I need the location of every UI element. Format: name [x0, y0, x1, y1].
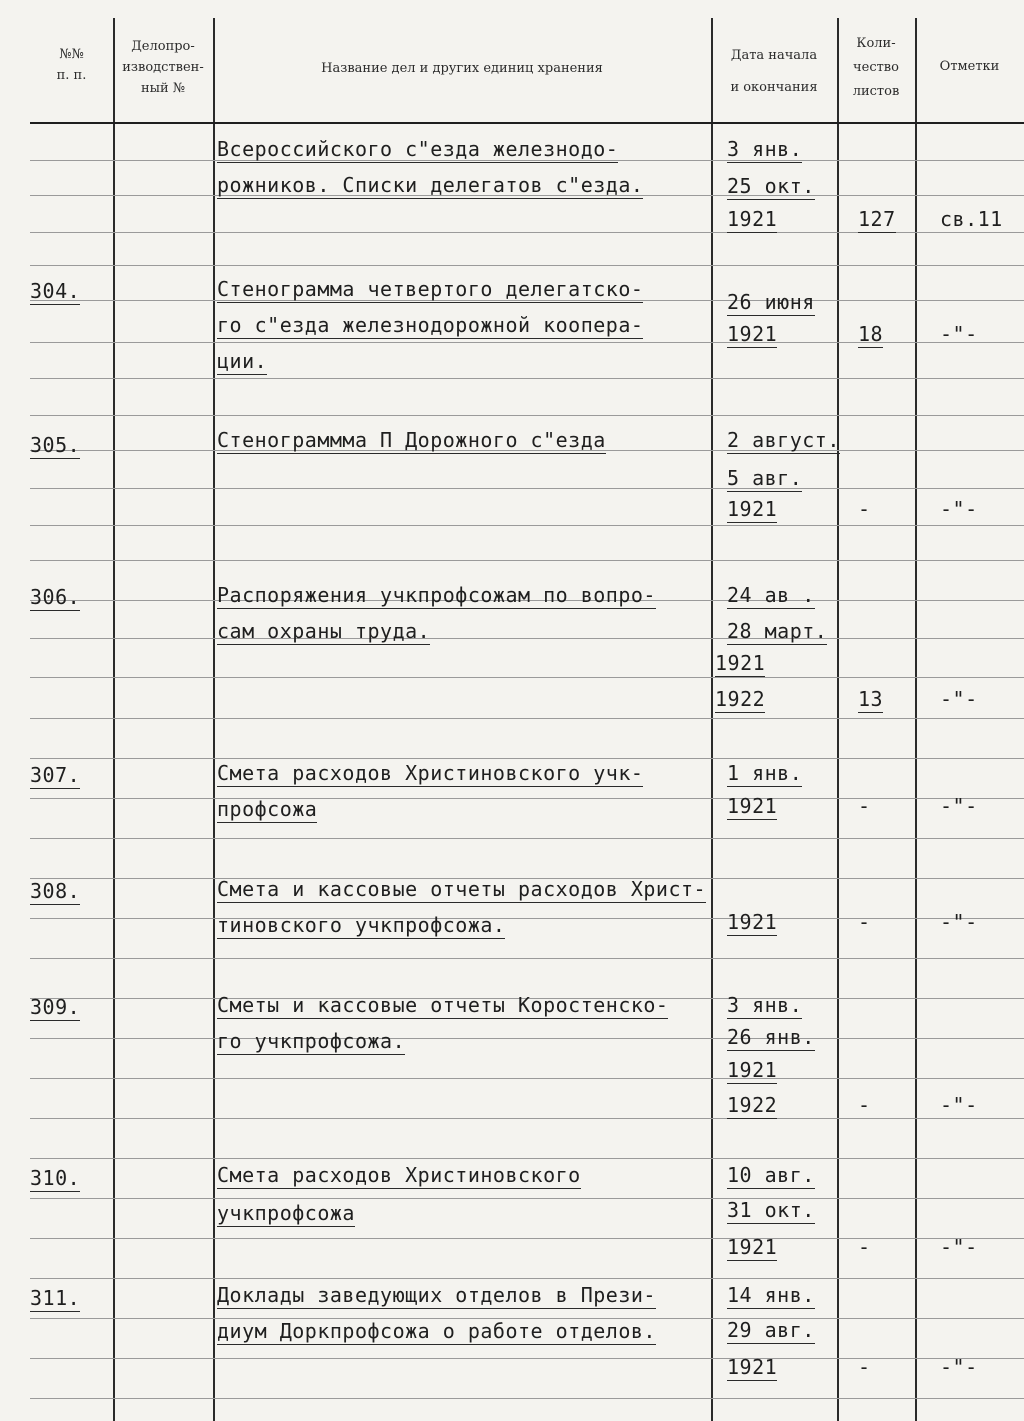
ruled-line: [30, 1278, 113, 1279]
record-date-line: 26 янв.: [727, 1025, 815, 1049]
record-date-line: 1922: [715, 687, 766, 711]
record-date-line: 5 авг.: [727, 466, 803, 490]
ruled-line: [711, 560, 837, 561]
record-date-line: 24 ав .: [727, 583, 815, 607]
ruled-line: [30, 1118, 113, 1119]
header-separator: [30, 122, 1024, 124]
ruled-line: [837, 798, 915, 799]
record-number: 304.: [30, 279, 81, 303]
record-title-line: ции.: [217, 349, 268, 373]
ruled-line: [113, 232, 213, 233]
record-sheets: -: [858, 1355, 871, 1379]
ruled-line: [915, 998, 1024, 999]
header-title: Название дел и других единиц хранения: [321, 61, 603, 76]
ruled-line: [113, 1158, 213, 1159]
ruled-line: [837, 878, 915, 879]
ruled-line: [113, 265, 213, 266]
record-date-line: 29 авг.: [727, 1318, 815, 1342]
ruled-line: [113, 525, 213, 526]
ruled-line: [30, 1318, 113, 1319]
ruled-line: [915, 638, 1024, 639]
ruled-line: [213, 342, 711, 343]
record-notes: -"-: [940, 794, 978, 818]
ruled-line: [837, 1278, 915, 1279]
ruled-line: [915, 378, 1024, 379]
ruled-line: [113, 1318, 213, 1319]
ruled-line: [837, 160, 915, 161]
record-notes: -"-: [940, 497, 978, 521]
record-number: 305.: [30, 433, 81, 457]
record-date-line: 25 окт.: [727, 174, 815, 198]
ruled-line: [213, 1238, 711, 1239]
ruled-line: [213, 378, 711, 379]
ruled-line: [113, 342, 213, 343]
ruled-line: [213, 560, 711, 561]
ruled-line: [30, 1198, 113, 1199]
ruled-line: [113, 450, 213, 451]
ruled-line: [837, 378, 915, 379]
record-date-line: 10 авг.: [727, 1163, 815, 1187]
column-separator: [837, 18, 839, 1421]
ruled-line: [915, 1158, 1024, 1159]
ruled-line: [915, 1318, 1024, 1319]
ruled-line: [837, 1198, 915, 1199]
ruled-line: [915, 300, 1024, 301]
ruled-line: [213, 838, 711, 839]
ruled-line: [113, 1238, 213, 1239]
column-separator: [711, 18, 713, 1421]
record-notes: -"-: [940, 687, 978, 711]
ruled-line: [837, 838, 915, 839]
record-date-line: 1921: [727, 322, 778, 346]
ruled-line: [837, 958, 915, 959]
ruled-line: [837, 560, 915, 561]
ruled-line: [837, 1358, 915, 1359]
ruled-line: [837, 677, 915, 678]
record-date-line: 3 янв.: [727, 993, 803, 1017]
record-date-line: 3 янв.: [727, 137, 803, 161]
record-title-line: Смета расходов Христиновского учк-: [217, 761, 644, 785]
ruled-line: [915, 450, 1024, 451]
header-office-number: Делопро- изводствен- ный №: [122, 39, 204, 96]
record-title-line: Стенограмма четвертого делегатско-: [217, 277, 644, 301]
ruled-line: [113, 415, 213, 416]
ruled-line: [711, 1158, 837, 1159]
ruled-line: [113, 718, 213, 719]
ruled-line: [30, 342, 113, 343]
ruled-line: [915, 1078, 1024, 1079]
ruled-line: [113, 918, 213, 919]
record-title-line: профсожа: [217, 797, 318, 821]
column-separator: [915, 18, 917, 1421]
ruled-line: [837, 1238, 915, 1239]
ruled-line: [915, 600, 1024, 601]
ruled-line: [30, 488, 113, 489]
record-date-line: 1921: [727, 497, 778, 521]
ruled-line: [213, 718, 711, 719]
ruled-line: [915, 160, 1024, 161]
ruled-line: [213, 1198, 711, 1199]
ruled-line: [711, 718, 837, 719]
ruled-line: [113, 1358, 213, 1359]
ruled-line: [30, 1238, 113, 1239]
record-title-line: диум Доркпрофсожа о работе отделов.: [217, 1319, 656, 1343]
ruled-line: [113, 998, 213, 999]
ruled-line: [30, 958, 113, 959]
record-title-line: Сметы и кассовые отчеты Коростенско-: [217, 993, 669, 1017]
record-number: 307.: [30, 763, 81, 787]
record-notes: -"-: [940, 1355, 978, 1379]
ruled-line: [213, 415, 711, 416]
record-notes: -"-: [940, 1093, 978, 1117]
record-date-line: 1922: [727, 1093, 778, 1117]
ruled-line: [915, 560, 1024, 561]
record-title-line: рожников. Списки делегатов с"езда.: [217, 173, 644, 197]
ruled-line: [113, 1038, 213, 1039]
ruled-line: [837, 638, 915, 639]
record-title-line: Смета расходов Христиновского: [217, 1163, 581, 1187]
ruled-line: [915, 1038, 1024, 1039]
record-notes: -"-: [940, 910, 978, 934]
record-date-line: 31 окт.: [727, 1198, 815, 1222]
ruled-line: [213, 677, 711, 678]
ruled-line: [30, 677, 113, 678]
record-date-line: 1 янв.: [727, 761, 803, 785]
ruled-line: [213, 488, 711, 489]
record-date-line: 2 август.: [727, 428, 840, 452]
ruled-line: [213, 1118, 711, 1119]
ruled-line: [915, 415, 1024, 416]
ruled-line: [213, 232, 711, 233]
ruled-line: [837, 525, 915, 526]
record-number: 308.: [30, 879, 81, 903]
ruled-line: [915, 758, 1024, 759]
header-dates: Дата начала и окончания: [730, 48, 818, 95]
column-separator: [113, 18, 115, 1421]
record-notes: -"-: [940, 1235, 978, 1259]
ruled-line: [915, 838, 1024, 839]
ruled-line: [837, 1038, 915, 1039]
record-number: 310.: [30, 1166, 81, 1190]
ruled-line: [30, 265, 113, 266]
record-notes: -"-: [940, 322, 978, 346]
ruled-line: [837, 1078, 915, 1079]
ruled-line: [113, 958, 213, 959]
ruled-line: [213, 1398, 711, 1399]
ruled-line: [30, 160, 113, 161]
record-date-line: 1921: [727, 1355, 778, 1379]
ruled-line: [711, 1278, 837, 1279]
ruled-line: [113, 1198, 213, 1199]
ruled-line: [113, 488, 213, 489]
record-date-line: 1921: [715, 651, 766, 675]
column-separator: [213, 18, 215, 1421]
ruled-line: [113, 1398, 213, 1399]
ruled-line: [30, 838, 113, 839]
ruled-line: [837, 415, 915, 416]
ruled-line: [113, 758, 213, 759]
ruled-line: [213, 1358, 711, 1359]
ruled-line: [837, 1318, 915, 1319]
ruled-line: [915, 677, 1024, 678]
record-date-line: 28 март.: [727, 619, 828, 643]
ruled-line: [30, 718, 113, 719]
ruled-line: [113, 878, 213, 879]
ruled-line: [113, 195, 213, 196]
ruled-line: [711, 958, 837, 959]
ruled-line: [213, 958, 711, 959]
record-number: 306.: [30, 585, 81, 609]
ruled-line: [30, 1158, 113, 1159]
ruled-line: [113, 560, 213, 561]
record-sheets: -: [858, 794, 871, 818]
ruled-line: [113, 300, 213, 301]
ruled-line: [711, 838, 837, 839]
ruled-line: [915, 878, 1024, 879]
ruled-line: [711, 878, 837, 879]
ruled-line: [915, 232, 1024, 233]
ruled-line: [113, 677, 213, 678]
ruled-line: [30, 918, 113, 919]
record-sheets: 127: [858, 207, 896, 231]
ruled-line: [30, 758, 113, 759]
ruled-line: [915, 1198, 1024, 1199]
record-title-line: учкпрофсожа: [217, 1201, 355, 1225]
ruled-line: [30, 232, 113, 233]
ruled-line: [30, 638, 113, 639]
record-date-line: 1921: [727, 1235, 778, 1259]
record-sheets: 18: [858, 322, 884, 346]
ruled-line: [30, 1078, 113, 1079]
record-date-line: 1921: [727, 910, 778, 934]
ruled-line: [837, 1398, 915, 1399]
ruled-line: [837, 1158, 915, 1159]
ruled-line: [113, 838, 213, 839]
ruled-line: [113, 1118, 213, 1119]
ruled-line: [837, 918, 915, 919]
ruled-line: [113, 1278, 213, 1279]
ruled-line: [30, 415, 113, 416]
record-title-line: сам охраны труда.: [217, 619, 431, 643]
ruled-line: [837, 450, 915, 451]
ruled-line: [30, 1398, 113, 1399]
record-notes: св.11: [940, 207, 1003, 231]
ruled-line: [711, 677, 837, 678]
record-sheets: -: [858, 910, 871, 934]
ruled-line: [915, 1118, 1024, 1119]
record-sheets: 13: [858, 687, 884, 711]
ruled-line: [837, 195, 915, 196]
ruled-line: [837, 488, 915, 489]
record-title-line: го с"езда железнодорожной коопера-: [217, 313, 644, 337]
ruled-line: [837, 600, 915, 601]
ruled-line: [113, 378, 213, 379]
ruled-line: [113, 798, 213, 799]
ruled-line: [711, 525, 837, 526]
header-number: №№ п. п.: [56, 47, 87, 83]
ruled-line: [213, 265, 711, 266]
ruled-line: [915, 195, 1024, 196]
record-date-line: 26 июня: [727, 290, 815, 314]
ruled-line: [113, 638, 213, 639]
record-number: 309.: [30, 995, 81, 1019]
record-title-line: Стенограммма П Дорожного с"езда: [217, 428, 606, 452]
record-title-line: Распоряжения учкпрофсожам по вопро-: [217, 583, 656, 607]
ruled-line: [30, 195, 113, 196]
header-sheets: Коли- чество листов: [852, 36, 900, 99]
ruled-line: [837, 718, 915, 719]
ruled-line: [113, 600, 213, 601]
ruled-line: [711, 415, 837, 416]
record-date-line: 1921: [727, 794, 778, 818]
record-date-line: 1921: [727, 1058, 778, 1082]
ruled-line: [711, 1398, 837, 1399]
record-number: 311.: [30, 1286, 81, 1310]
record-sheets: -: [858, 497, 871, 521]
ruled-line: [213, 1158, 711, 1159]
ruled-line: [213, 525, 711, 526]
ruled-line: [213, 1078, 711, 1079]
ruled-line: [711, 265, 837, 266]
ruled-line: [837, 998, 915, 999]
record-title-line: Смета и кассовые отчеты расходов Христ-: [217, 877, 707, 901]
ruled-line: [30, 798, 113, 799]
ruled-line: [837, 1118, 915, 1119]
ruled-line: [213, 1278, 711, 1279]
ruled-line: [837, 758, 915, 759]
ruled-line: [837, 265, 915, 266]
ruled-line: [113, 1078, 213, 1079]
ruled-line: [915, 718, 1024, 719]
record-date-line: 14 янв.: [727, 1283, 815, 1307]
ruled-line: [915, 265, 1024, 266]
record-title-line: Доклады заведующих отделов в Прези-: [217, 1283, 656, 1307]
ruled-line: [30, 378, 113, 379]
ruled-line: [30, 1358, 113, 1359]
ruled-line: [915, 1398, 1024, 1399]
record-sheets: -: [858, 1093, 871, 1117]
ruled-line: [213, 758, 711, 759]
record-title-line: тиновского учкпрофсожа.: [217, 913, 506, 937]
ruled-line: [837, 300, 915, 301]
ruled-line: [915, 488, 1024, 489]
record-title-line: го учкпрофсожа.: [217, 1029, 406, 1053]
ruled-line: [915, 1278, 1024, 1279]
ruled-line: [915, 525, 1024, 526]
header-notes: Отметки: [939, 59, 1000, 74]
record-title-line: Всероссийского с"езда железнодо-: [217, 137, 619, 161]
ruled-line: [30, 1038, 113, 1039]
record-sheets: -: [858, 1235, 871, 1259]
ruled-line: [711, 758, 837, 759]
ruled-line: [915, 958, 1024, 959]
ruled-line: [30, 525, 113, 526]
ruled-line: [711, 378, 837, 379]
ruled-line: [113, 160, 213, 161]
ruled-line: [30, 560, 113, 561]
record-date-line: 1921: [727, 207, 778, 231]
